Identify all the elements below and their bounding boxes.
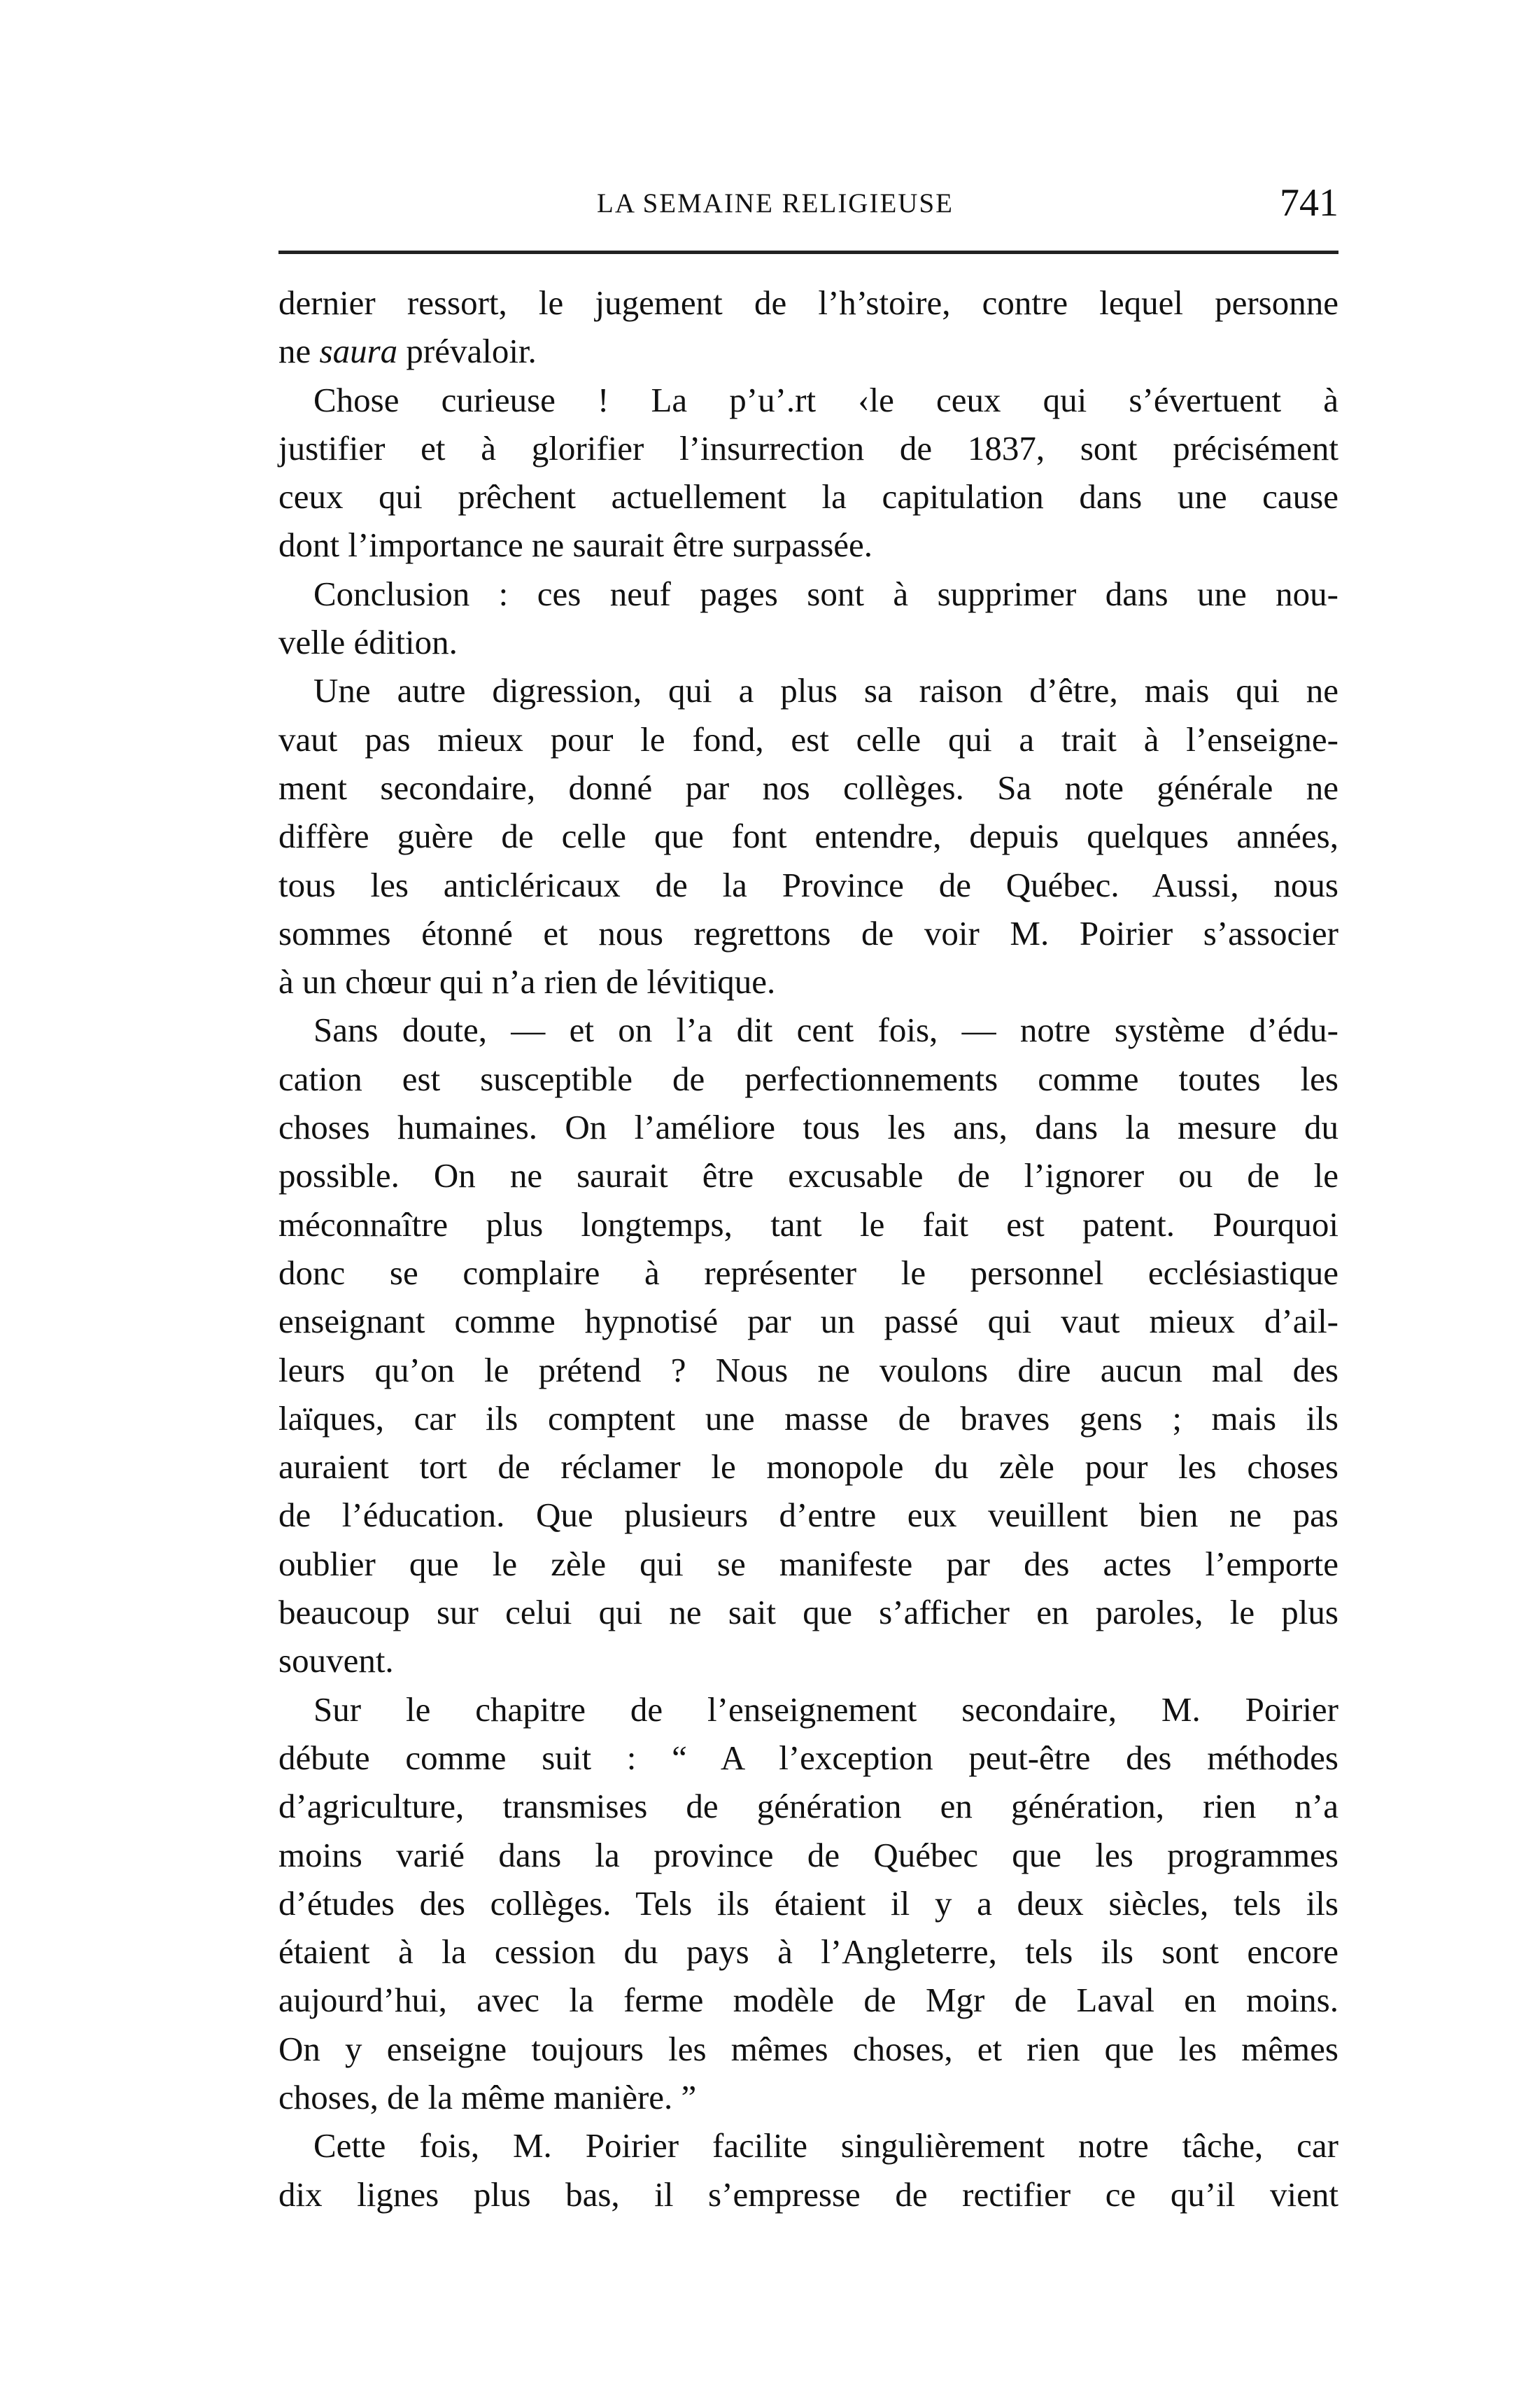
header-rule <box>278 251 1338 254</box>
text-line: On y enseigne toujours les mêmes choses, et rien que les mêmes <box>278 2029 1338 2068</box>
text-line: d’agriculture, transmises de génération en génération, rien n’a <box>278 1787 1338 1826</box>
text-line: cation est susceptible de perfectionnements comme toutes les <box>278 1059 1338 1098</box>
text-line: Conclusion : ces neuf pages sont à supprimer dans une nou- <box>313 574 1338 613</box>
text-line: justifier et à glorifier l’insurrection de 1837, sont précisément <box>278 428 1338 468</box>
page-number: 741 <box>1280 181 1338 225</box>
text-line: donc se complaire à représenter le personnel ecclésiastique <box>278 1253 1338 1292</box>
running-title: LA SEMAINE RELIGIEUSE <box>597 188 954 218</box>
text-line: à un chœur qui n’a rien de lévitique. <box>278 962 776 1002</box>
text-line: moins varié dans la province de Québec que les programmes <box>278 1835 1338 1874</box>
text-fragment: ne <box>278 332 320 371</box>
text-line: sommes étonné et nous regrettons de voir M. Poirier s’associer <box>278 913 1338 953</box>
text-line: choses, de la même manière. ” <box>278 2077 697 2116</box>
text-line: tous les anticléricaux de la Province de Québec. Aussi, nous <box>278 865 1338 904</box>
text-line: Une autre digression, qui a plus sa raison d’être, mais qui ne <box>313 671 1338 710</box>
text-fragment: prévaloir. <box>397 332 537 371</box>
text-line: vaut pas mieux pour le fond, est celle qui a trait à l’enseigne- <box>278 719 1338 759</box>
text-line: leurs qu’on le prétend ? Nous ne voulons dire aucun mal des <box>278 1350 1338 1389</box>
running-head <box>278 183 1338 232</box>
text-line: Chose curieuse ! La p’u’.rt ‹le ceux qui s’évertuent à <box>313 380 1338 419</box>
text-line: débute comme suit : “ A l’exception peut-être des méthodes <box>278 1738 1338 1777</box>
text-line: ceux qui prêchent actuellement la capitulation dans une cause <box>278 477 1338 517</box>
text-line: ment secondaire, donné par nos collèges. Sa note générale ne <box>278 768 1338 807</box>
text-line: d’études des collèges. Tels ils étaient il y a deux siècles, tels ils <box>278 1883 1338 1923</box>
italic-word: saura <box>319 332 398 371</box>
text-line: de l’éducation. Que plusieurs d’entre eux veuillent bien ne pas <box>278 1496 1338 1535</box>
text-line: oublier que le zèle qui se manifeste par des actes l’emporte <box>278 1544 1338 1583</box>
text-line <box>278 327 1338 375</box>
text-line: dont l’importance ne saurait être surpassée. <box>278 526 873 565</box>
text-line: aujourd’hui, avec la ferme modèle de Mgr de Laval en moins. <box>278 1981 1338 2020</box>
text-line: dernier ressort, le jugement de l’h’stoire, contre lequel personne <box>278 283 1338 322</box>
text-line: étaient à la cession du pays à l’Angleterre, tels ils sont encore <box>278 1932 1338 1972</box>
text-line: possible. On ne saurait être excusable de l’ignorer ou de le <box>278 1156 1338 1195</box>
text-line: Sur le chapitre de l’enseignement secondaire, M. Poirier <box>313 1690 1338 1729</box>
body-text <box>278 279 1338 2219</box>
text-line: diffère guère de celle que font entendre, depuis quelques années, <box>278 817 1338 856</box>
text-line: enseignant comme hypnotisé par un passé qui vaut mieux d’ail- <box>278 1302 1338 1341</box>
text-line: dix lignes plus bas, il s’empresse de rectifier ce qu’il vient <box>278 2175 1338 2214</box>
text-line: laïques, car ils comptent une masse de braves gens ; mais ils <box>278 1398 1338 1438</box>
text-line: Cette fois, M. Poirier facilite singulièrement notre tâche, car <box>313 2126 1338 2165</box>
text-line: beaucoup sur celui qui ne sait que s’afficher en paroles, le plus <box>278 1593 1338 1632</box>
text-line: auraient tort de réclamer le monopole du zèle pour les choses <box>278 1447 1338 1487</box>
text-line: Sans doute, — et on l’a dit cent fois, — notre système d’édu- <box>313 1011 1338 1050</box>
text-line: méconnaître plus longtemps, tant le fait est patent. Pourquoi <box>278 1204 1338 1244</box>
text-line: choses humaines. On l’améliore tous les ans, dans la mesure du <box>278 1108 1338 1147</box>
text-line: velle édition. <box>278 623 458 662</box>
text-line: souvent. <box>278 1641 394 1680</box>
